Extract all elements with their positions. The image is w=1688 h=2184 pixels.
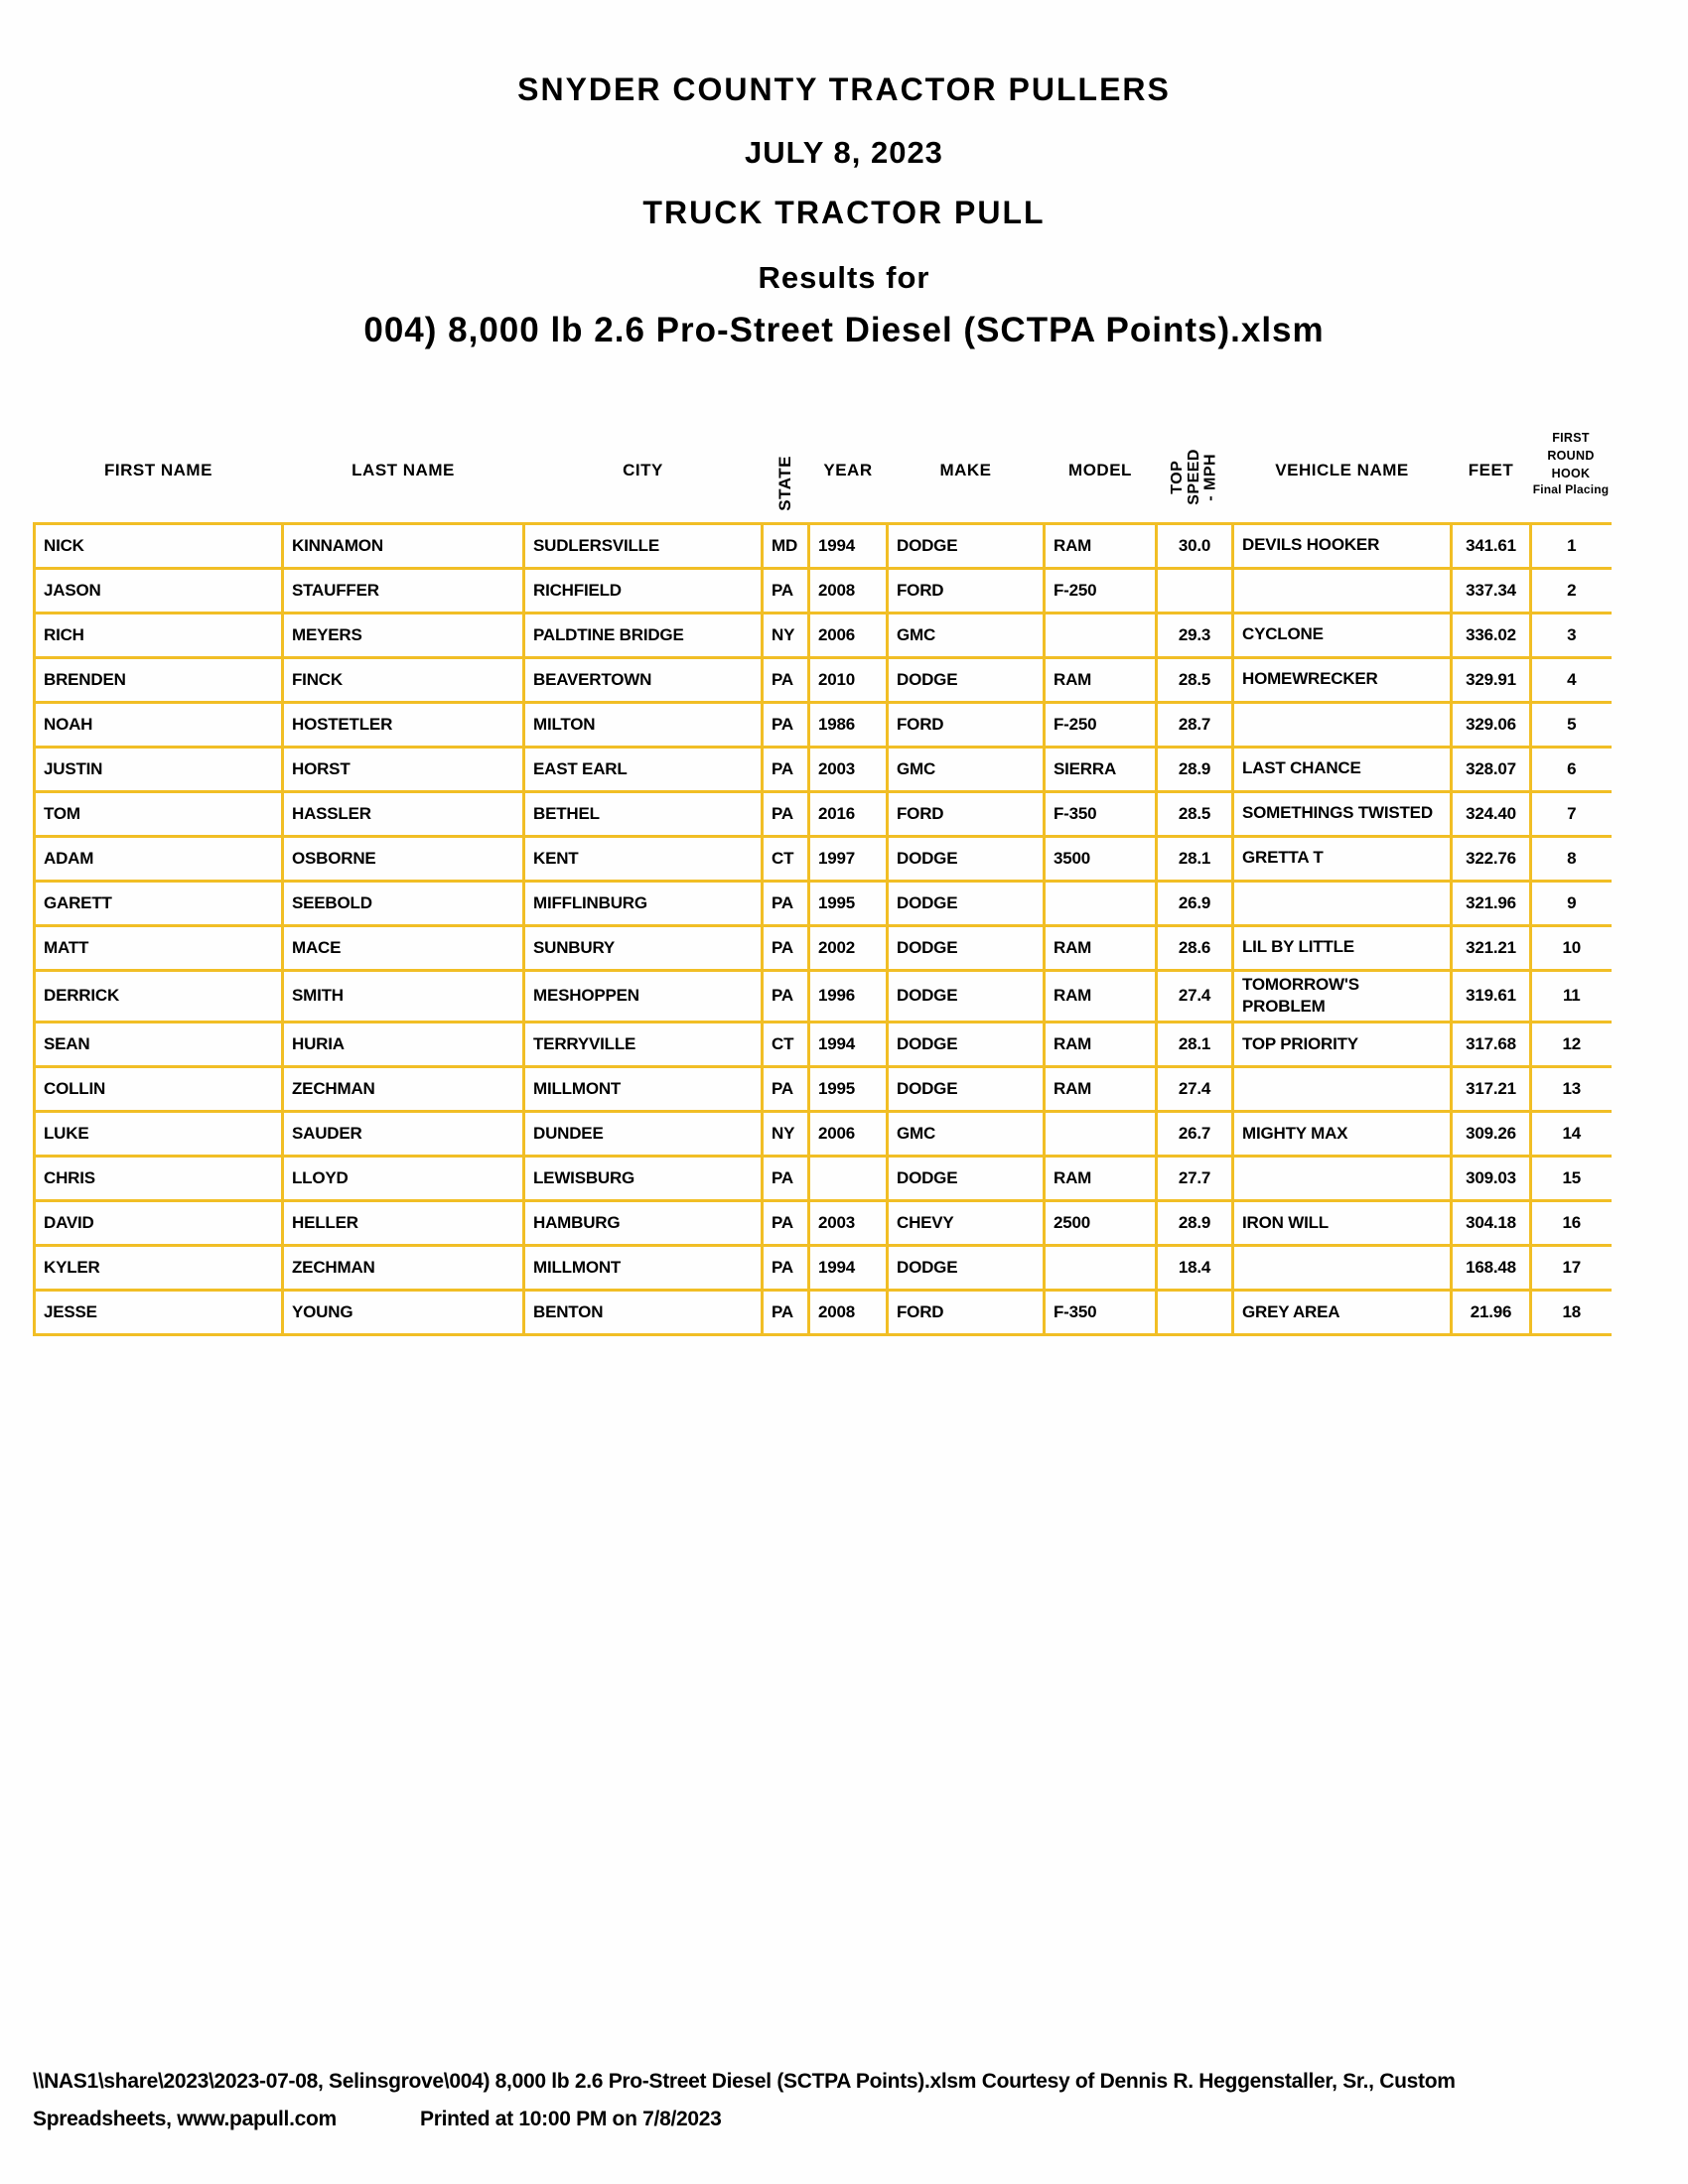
cell-last-name: OSBORNE [283, 836, 524, 881]
cell-make: DODGE [888, 657, 1045, 702]
table-row [35, 1157, 1612, 1201]
cell-placing: 18 [1531, 1291, 1612, 1335]
cell-state: MD [763, 523, 809, 568]
cell-feet: 21.96 [1452, 1291, 1531, 1335]
cell-vehicle-name: MIGHTY MAX [1233, 1112, 1452, 1157]
cell-feet: 322.76 [1452, 836, 1531, 881]
cell-make: FORD [888, 1291, 1045, 1335]
col-header-first-round-hook: FIRST ROUND HOOK Final Placing [1532, 430, 1610, 496]
cell-model: SIERRA [1045, 747, 1157, 791]
col-header-state: STATE [775, 455, 795, 511]
cell-make: FORD [888, 702, 1045, 747]
cell-last-name: STAUFFER [283, 568, 524, 613]
cell-city: SUDLERSVILLE [524, 523, 763, 568]
cell-year: 1986 [809, 702, 888, 747]
table-row [35, 836, 1612, 881]
cell-placing: 14 [1531, 1112, 1612, 1157]
cell-state: PA [763, 791, 809, 836]
cell-vehicle-name: DEVILS HOOKER [1233, 523, 1452, 568]
cell-model: RAM [1045, 523, 1157, 568]
cell-state: PA [763, 1291, 809, 1335]
cell-year: 1994 [809, 1246, 888, 1291]
cell-state: PA [763, 1067, 809, 1112]
cell-vehicle-name: IRON WILL [1233, 1201, 1452, 1246]
cell-last-name: ZECHMAN [283, 1246, 524, 1291]
results-body [35, 523, 1612, 1335]
cell-state: NY [763, 1112, 809, 1157]
cell-vehicle-name: GREY AREA [1233, 1291, 1452, 1335]
cell-placing: 3 [1531, 613, 1612, 657]
cell-year: 2008 [809, 568, 888, 613]
cell-feet: 319.61 [1452, 970, 1531, 1023]
cell-model: RAM [1045, 1023, 1157, 1067]
page-title: SNYDER COUNTY TRACTOR PULLERS [517, 71, 1171, 107]
cell-top-speed: 28.1 [1157, 1023, 1233, 1067]
cell-feet: 317.68 [1452, 1023, 1531, 1067]
cell-first-name: JUSTIN [35, 747, 283, 791]
cell-last-name: HOSTETLER [283, 702, 524, 747]
cell-make: DODGE [888, 1067, 1045, 1112]
cell-placing: 15 [1531, 1157, 1612, 1201]
cell-feet: 321.21 [1452, 925, 1531, 970]
cell-vehicle-name: LAST CHANCE [1233, 747, 1452, 791]
cell-make: GMC [888, 1112, 1045, 1157]
cell-placing: 2 [1531, 568, 1612, 613]
event-date: JULY 8, 2023 [745, 135, 943, 170]
cell-feet: 329.06 [1452, 702, 1531, 747]
cell-state: PA [763, 1246, 809, 1291]
cell-model: F-350 [1045, 791, 1157, 836]
cell-year: 1996 [809, 970, 888, 1023]
table-row [35, 925, 1612, 970]
footer-printed-at: Printed at 10:00 PM on 7/8/2023 [420, 2108, 722, 2130]
cell-first-name: LUKE [35, 1112, 283, 1157]
results-table [33, 419, 1612, 1336]
cell-city: PALDTINE BRIDGE [524, 613, 763, 657]
cell-first-name: MATT [35, 925, 283, 970]
cell-placing: 17 [1531, 1246, 1612, 1291]
cell-model [1045, 613, 1157, 657]
cell-city: MIFFLINBURG [524, 881, 763, 925]
table-row [35, 747, 1612, 791]
cell-placing: 10 [1531, 925, 1612, 970]
cell-first-name: ADAM [35, 836, 283, 881]
cell-model [1045, 1112, 1157, 1157]
cell-placing: 4 [1531, 657, 1612, 702]
cell-make: CHEVY [888, 1201, 1045, 1246]
cell-year: 2002 [809, 925, 888, 970]
table-row [35, 1201, 1612, 1246]
cell-model: RAM [1045, 657, 1157, 702]
cell-feet: 321.96 [1452, 881, 1531, 925]
cell-placing: 8 [1531, 836, 1612, 881]
cell-city: DUNDEE [524, 1112, 763, 1157]
cell-last-name: MEYERS [283, 613, 524, 657]
col-header-feet: FEET [1468, 460, 1514, 479]
cell-first-name: NICK [35, 523, 283, 568]
cell-top-speed: 28.5 [1157, 791, 1233, 836]
cell-make: GMC [888, 613, 1045, 657]
cell-top-speed: 28.9 [1157, 1201, 1233, 1246]
cell-state: NY [763, 613, 809, 657]
cell-year: 2010 [809, 657, 888, 702]
cell-vehicle-name: SOMETHINGS TWISTED [1233, 791, 1452, 836]
cell-top-speed: 28.1 [1157, 836, 1233, 881]
cell-feet: 309.03 [1452, 1157, 1531, 1201]
col-header-model: MODEL [1068, 460, 1132, 479]
cell-feet: 329.91 [1452, 657, 1531, 702]
cell-city: LEWISBURG [524, 1157, 763, 1201]
cell-top-speed: 27.4 [1157, 1067, 1233, 1112]
page-footer [33, 2070, 1661, 2133]
cell-city: BEAVERTOWN [524, 657, 763, 702]
cell-year [809, 1157, 888, 1201]
cell-top-speed [1157, 1291, 1233, 1335]
table-row [35, 1023, 1612, 1067]
cell-first-name: SEAN [35, 1023, 283, 1067]
cell-placing: 11 [1531, 970, 1612, 1023]
cell-model: RAM [1045, 925, 1157, 970]
cell-model: RAM [1045, 970, 1157, 1023]
table-row [35, 1291, 1612, 1335]
table-row [35, 657, 1612, 702]
cell-vehicle-name [1233, 568, 1452, 613]
cell-feet: 317.21 [1452, 1067, 1531, 1112]
cell-year: 2006 [809, 1112, 888, 1157]
cell-first-name: TOM [35, 791, 283, 836]
cell-city: BETHEL [524, 791, 763, 836]
footer-file-path: \\NAS1\share\2023\2023-07-08, Selinsgrove\004) 8,000 lb 2.6 Pro-Street Diesel (SCTPA Points).xlsm Courtesy of Dennis R. Heggenstaller, Sr., Custom [33, 2070, 1456, 2093]
cell-year: 2006 [809, 613, 888, 657]
cell-make: DODGE [888, 925, 1045, 970]
cell-last-name: SEEBOLD [283, 881, 524, 925]
cell-city: HAMBURG [524, 1201, 763, 1246]
cell-top-speed: 27.7 [1157, 1157, 1233, 1201]
results-label: Results for [758, 260, 930, 295]
cell-year: 1994 [809, 1023, 888, 1067]
cell-city: BENTON [524, 1291, 763, 1335]
table-row [35, 613, 1612, 657]
cell-model: RAM [1045, 1067, 1157, 1112]
cell-placing: 5 [1531, 702, 1612, 747]
cell-city: RICHFIELD [524, 568, 763, 613]
cell-first-name: JASON [35, 568, 283, 613]
cell-placing: 6 [1531, 747, 1612, 791]
cell-first-name: CHRIS [35, 1157, 283, 1201]
table-row [35, 1067, 1612, 1112]
cell-top-speed: 26.7 [1157, 1112, 1233, 1157]
cell-first-name: DERRICK [35, 970, 283, 1023]
cell-make: FORD [888, 791, 1045, 836]
cell-vehicle-name: CYCLONE [1233, 613, 1452, 657]
cell-top-speed: 28.7 [1157, 702, 1233, 747]
table-row [35, 702, 1612, 747]
cell-model: 3500 [1045, 836, 1157, 881]
cell-placing: 7 [1531, 791, 1612, 836]
cell-model: F-250 [1045, 568, 1157, 613]
cell-make: DODGE [888, 970, 1045, 1023]
cell-state: PA [763, 747, 809, 791]
cell-last-name: HASSLER [283, 791, 524, 836]
cell-city: TERRYVILLE [524, 1023, 763, 1067]
cell-state: PA [763, 925, 809, 970]
cell-make: DODGE [888, 1023, 1045, 1067]
cell-feet: 304.18 [1452, 1201, 1531, 1246]
class-file-title: 004) 8,000 lb 2.6 Pro-Street Diesel (SCTPA Points).xlsm [363, 311, 1325, 349]
cell-state: PA [763, 970, 809, 1023]
cell-year: 2003 [809, 747, 888, 791]
table-row [35, 1112, 1612, 1157]
cell-feet: 328.07 [1452, 747, 1531, 791]
cell-year: 2003 [809, 1201, 888, 1246]
cell-first-name: RICH [35, 613, 283, 657]
cell-make: DODGE [888, 523, 1045, 568]
col-header-first-name: FIRST NAME [104, 460, 212, 479]
cell-city: SUNBURY [524, 925, 763, 970]
cell-vehicle-name [1233, 881, 1452, 925]
cell-state: PA [763, 1157, 809, 1201]
cell-vehicle-name [1233, 1246, 1452, 1291]
cell-vehicle-name: HOMEWRECKER [1233, 657, 1452, 702]
col-header-last-name: LAST NAME [352, 460, 455, 479]
cell-top-speed: 28.5 [1157, 657, 1233, 702]
cell-model: F-350 [1045, 1291, 1157, 1335]
cell-model: RAM [1045, 1157, 1157, 1201]
cell-feet: 337.34 [1452, 568, 1531, 613]
cell-first-name: GARETT [35, 881, 283, 925]
col-header-make: MAKE [939, 460, 992, 479]
cell-year: 1995 [809, 881, 888, 925]
cell-model [1045, 881, 1157, 925]
cell-last-name: HORST [283, 747, 524, 791]
table-row [35, 1246, 1612, 1291]
cell-model: F-250 [1045, 702, 1157, 747]
cell-vehicle-name: TOMORROW'S PROBLEM [1233, 970, 1452, 1023]
cell-first-name: JESSE [35, 1291, 283, 1335]
cell-placing: 16 [1531, 1201, 1612, 1246]
cell-year: 1997 [809, 836, 888, 881]
cell-last-name: HELLER [283, 1201, 524, 1246]
header-row [35, 419, 1612, 523]
cell-first-name: KYLER [35, 1246, 283, 1291]
cell-year: 1995 [809, 1067, 888, 1112]
footer-credit: Spreadsheets, www.papull.com [33, 2108, 337, 2130]
cell-vehicle-name [1233, 702, 1452, 747]
table-row [35, 881, 1612, 925]
cell-city: MESHOPPEN [524, 970, 763, 1023]
cell-state: CT [763, 1023, 809, 1067]
cell-last-name: KINNAMON [283, 523, 524, 568]
cell-state: PA [763, 568, 809, 613]
cell-top-speed [1157, 568, 1233, 613]
cell-top-speed: 26.9 [1157, 881, 1233, 925]
table-row [35, 523, 1612, 568]
cell-feet: 341.61 [1452, 523, 1531, 568]
cell-model: 2500 [1045, 1201, 1157, 1246]
cell-vehicle-name: GRETTA T [1233, 836, 1452, 881]
cell-first-name: BRENDEN [35, 657, 283, 702]
cell-make: DODGE [888, 836, 1045, 881]
table-row [35, 568, 1612, 613]
cell-year: 2008 [809, 1291, 888, 1335]
cell-state: PA [763, 881, 809, 925]
cell-city: MILTON [524, 702, 763, 747]
cell-model [1045, 1246, 1157, 1291]
col-header-top-speed: TOP SPEED - MPH [1168, 448, 1219, 505]
cell-last-name: MACE [283, 925, 524, 970]
cell-make: GMC [888, 747, 1045, 791]
table-row [35, 970, 1612, 1023]
cell-vehicle-name [1233, 1157, 1452, 1201]
cell-state: CT [763, 836, 809, 881]
cell-last-name: HURIA [283, 1023, 524, 1067]
cell-make: DODGE [888, 881, 1045, 925]
cell-vehicle-name [1233, 1067, 1452, 1112]
col-header-vehicle-name: VEHICLE NAME [1275, 460, 1409, 479]
cell-top-speed: 18.4 [1157, 1246, 1233, 1291]
cell-last-name: LLOYD [283, 1157, 524, 1201]
cell-placing: 12 [1531, 1023, 1612, 1067]
cell-feet: 336.02 [1452, 613, 1531, 657]
cell-last-name: FINCK [283, 657, 524, 702]
cell-first-name: COLLIN [35, 1067, 283, 1112]
cell-vehicle-name: TOP PRIORITY [1233, 1023, 1452, 1067]
cell-feet: 309.26 [1452, 1112, 1531, 1157]
cell-make: DODGE [888, 1246, 1045, 1291]
cell-make: FORD [888, 568, 1045, 613]
cell-feet: 324.40 [1452, 791, 1531, 836]
cell-placing: 1 [1531, 523, 1612, 568]
col-header-year: YEAR [823, 460, 873, 479]
event-name: TRUCK TRACTOR PULL [642, 195, 1046, 230]
cell-last-name: SMITH [283, 970, 524, 1023]
col-header-city: CITY [623, 460, 663, 479]
cell-top-speed: 28.9 [1157, 747, 1233, 791]
cell-city: MILLMONT [524, 1067, 763, 1112]
cell-city: MILLMONT [524, 1246, 763, 1291]
cell-vehicle-name: LIL BY LITTLE [1233, 925, 1452, 970]
cell-city: EAST EARL [524, 747, 763, 791]
cell-state: PA [763, 702, 809, 747]
cell-year: 2016 [809, 791, 888, 836]
cell-placing: 9 [1531, 881, 1612, 925]
cell-top-speed: 29.3 [1157, 613, 1233, 657]
cell-first-name: NOAH [35, 702, 283, 747]
cell-year: 1994 [809, 523, 888, 568]
cell-make: DODGE [888, 1157, 1045, 1201]
cell-top-speed: 28.6 [1157, 925, 1233, 970]
cell-top-speed: 30.0 [1157, 523, 1233, 568]
cell-feet: 168.48 [1452, 1246, 1531, 1291]
cell-top-speed: 27.4 [1157, 970, 1233, 1023]
cell-state: PA [763, 657, 809, 702]
cell-placing: 13 [1531, 1067, 1612, 1112]
cell-city: KENT [524, 836, 763, 881]
cell-first-name: DAVID [35, 1201, 283, 1246]
cell-last-name: YOUNG [283, 1291, 524, 1335]
cell-last-name: SAUDER [283, 1112, 524, 1157]
table-row [35, 791, 1612, 836]
cell-last-name: ZECHMAN [283, 1067, 524, 1112]
cell-state: PA [763, 1201, 809, 1246]
